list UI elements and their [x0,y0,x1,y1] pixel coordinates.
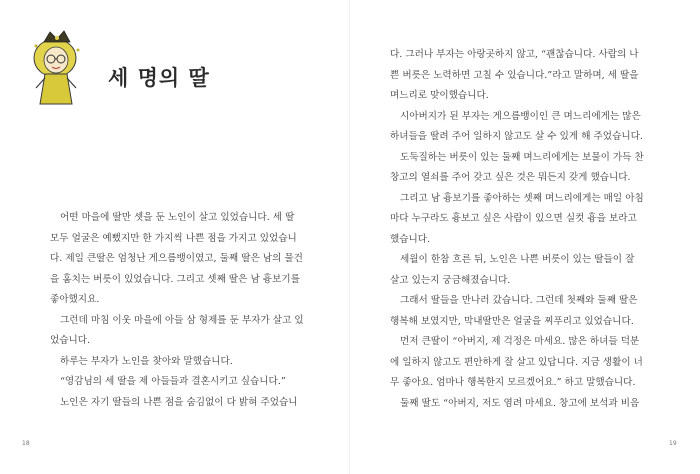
right-body-text [390,45,653,414]
text-line: 며느리로 맞이했습니다. [390,90,489,101]
page-number: 18 [22,440,30,447]
text-line: 먼저 큰딸이 “아버지, 제 걱정은 마세요. 많은 하녀들 덕분 [400,336,640,347]
text-line: 무 좋아요. 엄마나 행복한지 모르겠어요.” 하고 말했습니다. [390,377,636,388]
text-line: 하루는 부자가 노인을 찾아와 말했습니다. [60,355,233,367]
text-line: 살고 있는지 궁금해졌습니다. [390,274,511,286]
text-line: 했습니다. [390,233,431,245]
chapter-title: 세 명의 딸 [108,66,210,90]
text-line: 그리고 남 흉보기를 좋아하는 셋째 며느리에게는 매일 아침 [400,192,644,204]
text-line: 행복해 보였지만, 막내딸만은 얼굴을 찌푸리고 있었습니다. [390,315,634,327]
text-line: 창고의 열쇠를 주어 갖고 싶은 것은 뭐든지 갖게 했습니다. [390,172,631,183]
text-line: 시아버지가 된 부자는 게으름뱅이인 큰 며느리에게는 많은 [400,110,641,122]
text-line: 었습니다. [50,335,91,346]
text-line: 모두 얼굴은 예뻤지만 한 가지씩 나쁜 점을 가지고 있었습니 [50,232,297,244]
text-line: 그런데 마침 이웃 마을에 아들 삼 형제를 둔 부자가 살고 있 [60,314,304,326]
text-line: 마다 누구라도 흉보고 싶은 사람이 있으면 실컷 흉을 보라고 [390,213,637,224]
text-line: 좋아했지요. [50,294,100,305]
text-line: 둘째 딸도 “아버지, 저도 염려 마세요. 창고에 보석과 비음 [400,397,640,409]
girl-cartoon-icon [30,28,90,108]
text-line: 을 훔치는 버릇이 있었습니다. 그리고 셋째 딸은 남 흉보기를 [50,273,300,285]
text-line: 노인은 자기 딸들의 나쁜 점을 숨김없이 다 밝혀 주었습니 [60,396,298,408]
text-line: 그래서 딸들을 만나러 갔습니다. 그런데 첫째와 둘째 딸은 [400,295,638,306]
page-number: 19 [669,440,677,447]
text-line: 도둑질하는 버릇이 있는 둘째 며느리에게는 보물이 가득 찬 [400,151,644,163]
text-line: 하녀들을 딸려 주어 일하지 않고도 살 수 있게 해 주었습니다. [390,131,643,142]
text-line: 쁜 버릇은 노력하면 고칠 수 있습니다.”라고 말하며, 세 딸을 [390,69,639,81]
text-line: 에 일하지 않고도 편안하게 잘 살고 있답니다. 지금 생활이 너 [390,356,643,368]
left-body-text [50,208,315,413]
chapter-heading [30,28,210,108]
text-line: “영감님의 세 딸을 제 아들들과 결혼시키고 싶습니다.” [60,376,286,387]
text-line: 세월이 한참 흐른 뒤, 노인은 나쁜 버릇이 있는 딸들이 잘 [400,254,635,265]
text-line: 다. 제일 큰딸은 엄청난 게으름뱅이였고, 둘째 딸은 남의 물건 [50,253,303,264]
text-line: 다. 그러나 부자는 아랑곳하지 않고, “괜찮습니다. 사람의 나 [390,49,639,60]
text-line: 어떤 마을에 딸만 셋을 둔 노인이 살고 있었습니다. 세 딸 [60,212,295,223]
